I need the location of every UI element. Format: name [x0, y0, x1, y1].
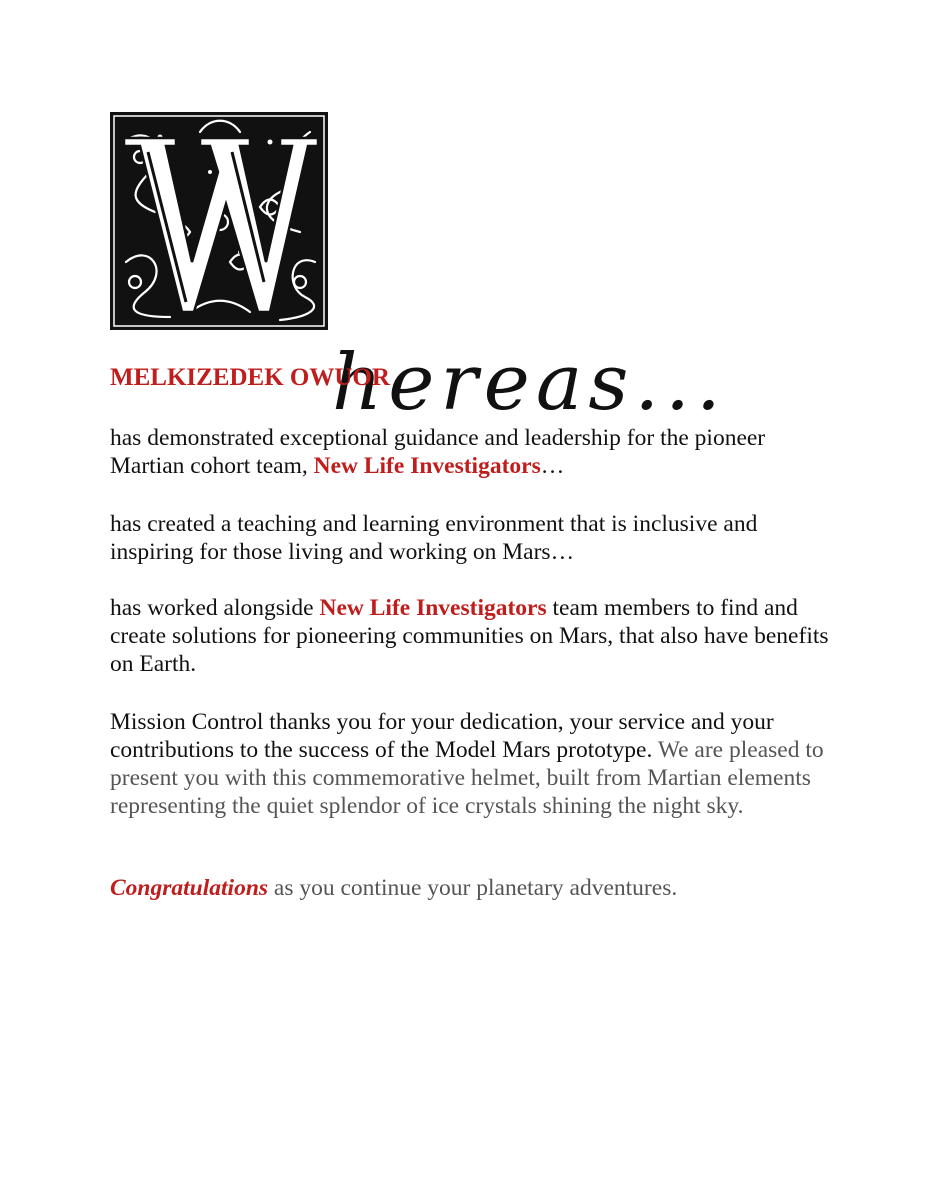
- paragraph-text: as you continue your planetary adventures.: [273, 875, 678, 901]
- congratulations-word: Congratulations: [110, 875, 269, 901]
- paragraph-gray-text: We are pleased to present you with this commemorative helmet, built from Martian elements representing the quiet splendor of ice crystals shining the night sky.: [110, 737, 824, 819]
- paragraph-leadership: [110, 424, 830, 480]
- team-name: New Life Investigators: [313, 453, 541, 479]
- paragraph-text: Mission Control thanks you for your dedication, your service and your contributions to the success of the Model Mars prototype.: [110, 709, 774, 763]
- paragraph-text: has demonstrated exceptional guidance and leadership for the pioneer Martian cohort team,: [110, 425, 766, 479]
- paragraph-text: team members to find and create solutions for pioneering communities on Mars, that also have benefits on Earth.: [110, 595, 829, 677]
- paragraph-congratulations: [110, 874, 830, 902]
- ornamental-initial-w: [110, 112, 328, 330]
- paragraph-environment: [110, 510, 830, 566]
- team-name: New Life Investigators: [319, 595, 547, 621]
- paragraph-thanks: [110, 708, 830, 820]
- paragraph-text: has created a teaching and learning environment that is inclusive and inspiring for those living and working on Mars…: [110, 511, 758, 565]
- paragraph-solutions: [110, 594, 830, 678]
- ellipsis: …: [540, 453, 565, 479]
- paragraph-lead: has worked alongside: [110, 595, 314, 621]
- heading-text: hereas...: [332, 338, 727, 428]
- recipient-name: MELKIZEDEK OWUOR: [110, 364, 390, 391]
